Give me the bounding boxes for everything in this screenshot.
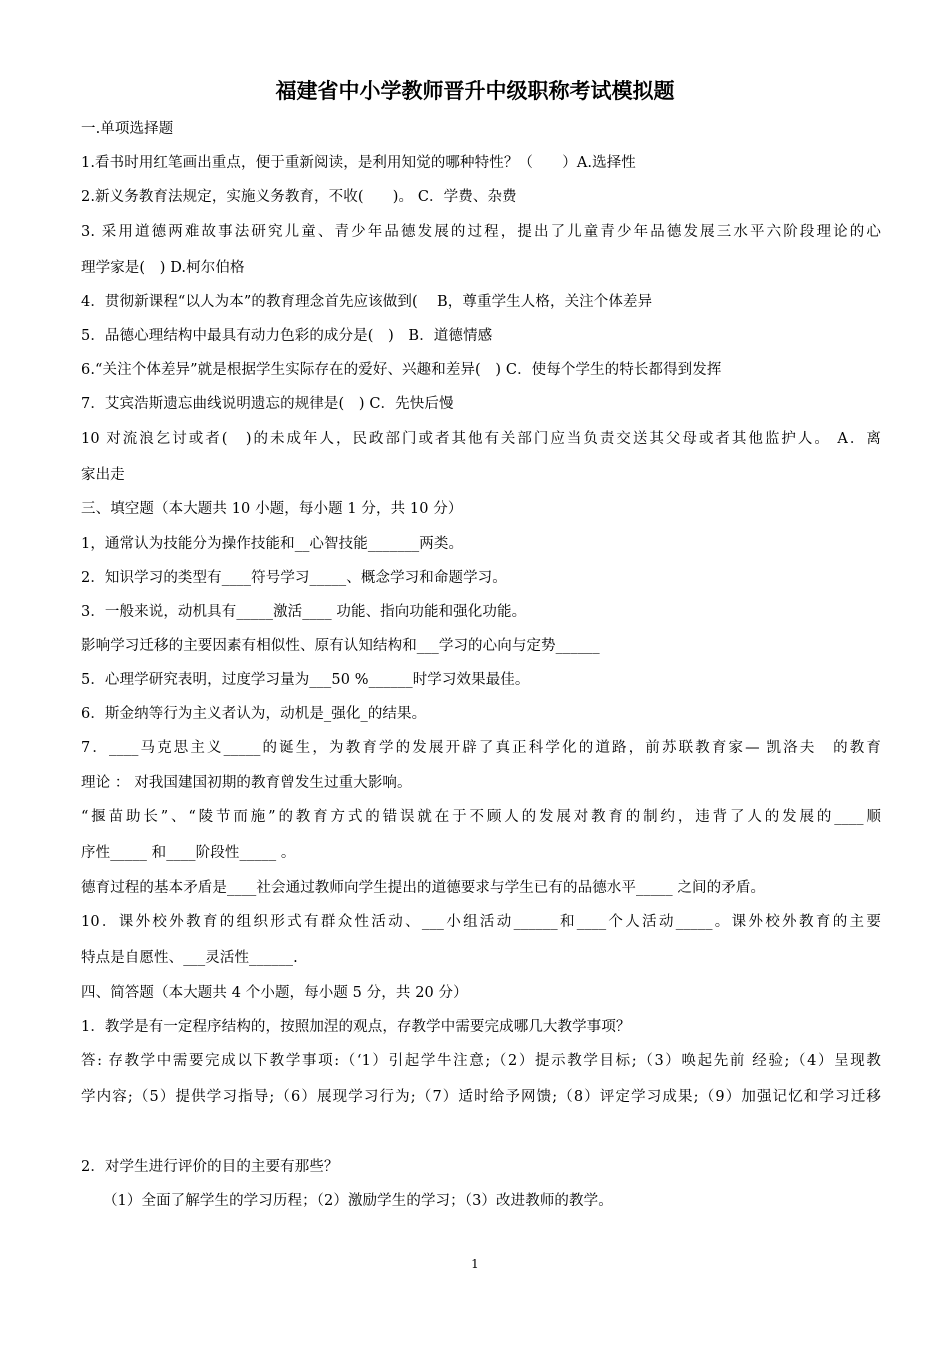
question-line: 5．品德心理结构中最具有动力色彩的成分是( ) B．道德情感 [81, 328, 493, 344]
question-line: 7．____马克思主义_____的诞生，为教育学的发展开辟了真正科学化的道路，前苏联教育家— 凯洛夫 的教育 [81, 740, 881, 756]
section-heading-short-answer: 四、简答题（本大题共 4 个小题，每小题 5 分，共 20 分） [81, 985, 468, 1001]
question-line: 10 对流浪乞讨或者( )的未成年人，民政部门或者其他有关部门应当负责交送其父母或者其他监护人。 A．离 [81, 431, 881, 447]
question-line: 2．知识学习的类型有____符号学习_____、概念学习和命题学习。 [81, 570, 507, 586]
question-line: 德育过程的基本矛盾是____社会通过教师向学生提出的道德要求与学生已有的品德水平_____ 之间的矛盾。 [81, 880, 766, 896]
question-line: 特点是自愿性、___灵活性______. [81, 950, 298, 966]
page-number: 1 [471, 1257, 479, 1271]
question-line: 1，通常认为技能分为操作技能和__心智技能_______两类。 [81, 536, 464, 552]
question-line: 3. 采用道德两难故事法研究儿童、青少年品德发展的过程，提出了儿童青少年品德发展三水平六阶段理论的心 [81, 224, 881, 240]
question-line: 理学家是( ) D.柯尔伯格 [81, 260, 245, 276]
question-line: 理论 ： 对我国建国初期的教育曾发生过重大影响。 [81, 775, 412, 791]
question-line: 1.看书时用红笔画出重点，便于重新阅读，是利用知觉的哪种特性？（ ）A.选择性 [81, 155, 636, 171]
question-line: 3．一般来说，动机具有_____激活____ 功能、指向功能和强化功能。 [81, 604, 527, 620]
question-line: 影响学习迁移的主要因素有相似性、原有认知结构和___学习的心向与定势______ [81, 638, 600, 654]
question-line: 6．斯金纳等行为主义者认为，动机是_强化_的结果。 [81, 706, 427, 722]
question-line: 家出走 [81, 467, 125, 483]
question-line: 1．教学是有一定程序结构的，按照加涅的观点，存教学中需要完成哪几大教学事项？ [81, 1019, 631, 1035]
answer-line: 答: 存教学中需要完成以下教学事项:（‘1）引起学牛注意;（2）提示教学目标;（3）唤起先前 经验;（4）呈现教 [81, 1053, 881, 1069]
question-line: 4．贯彻新课程“以人为本”的教育理念首先应该做到( B，尊重学生人格，关注个体差异 [81, 294, 653, 310]
answer-line: 学内容;（5）提供学习指导;（6）展现学习行为;（7）适时给予网馈;（8）评定学习成果;（9）加强记忆和学习迁移 [81, 1089, 881, 1105]
question-line: 5．心理学研究表明，过度学习量为___50 %______时学习效果最佳。 [81, 672, 530, 688]
answer-line: （1）全面了解学生的学习历程；（2）激励学生的学习；（3）改进教师的教学。 [81, 1193, 613, 1209]
question-line: 序性_____ 和____阶段性_____ 。 [81, 845, 296, 861]
question-line: 2.新义务教育法规定，实施义务教育，不收( )。 C．学费、杂费 [81, 189, 517, 205]
section-heading-fill-in: 三、填空题（本大题共 10 小题，每小题 1 分，共 10 分） [81, 501, 463, 517]
question-line: 2．对学生进行评价的目的主要有那些？ [81, 1159, 339, 1175]
page-title: 福建省中小学教师晋升中级职称考试模拟题 [275, 79, 675, 103]
question-line: 6.“关注个体差异”就是根据学生实际存在的爱好、兴趣和差异( ) C．使每个学生的特长都得到发挥 [81, 362, 722, 378]
question-line: 10．课外校外教育的组织形式有群众性活动、___小组活动______和____个人活动_____。课外校外教育的主要 [81, 914, 881, 930]
section-heading-single-choice: 一.单项选择题 [81, 121, 174, 137]
question-line: 7．艾宾浩斯遗忘曲线说明遗忘的规律是( ) C．先快后慢 [81, 396, 454, 412]
question-line: “揠苗助长”、“陵节而施”的教育方式的错误就在于不顾人的发展对教育的制约，违背了人的发展的____顺 [81, 809, 881, 825]
